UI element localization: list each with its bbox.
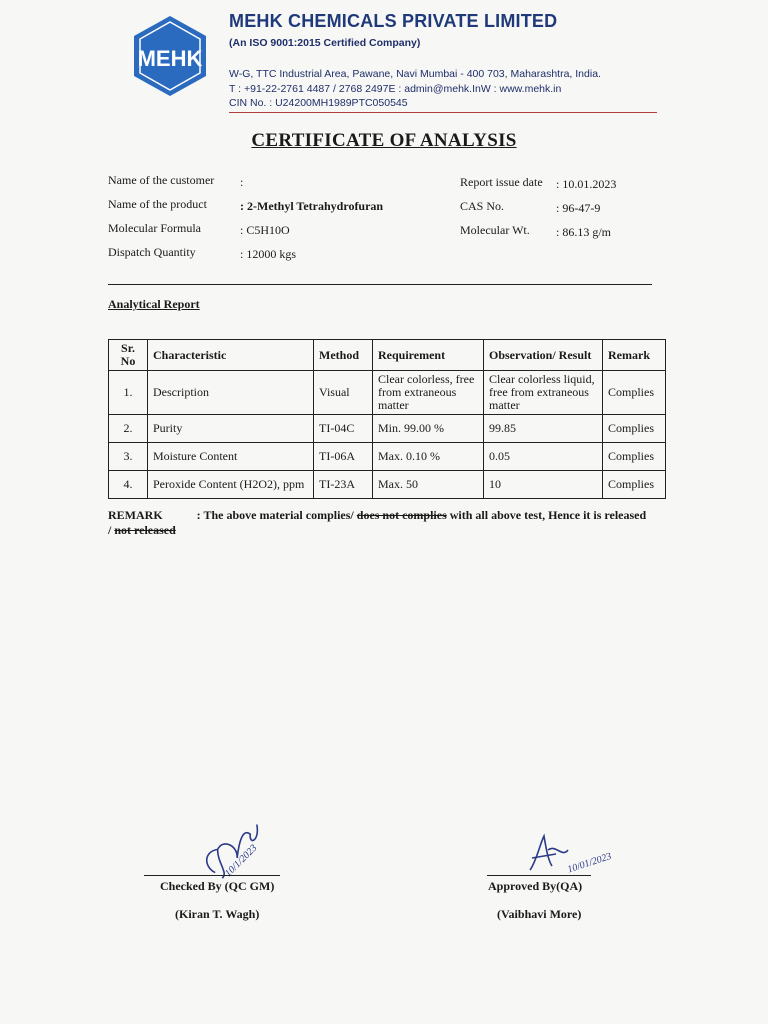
- cell-observation: 99.85: [484, 415, 603, 443]
- section-title: Analytical Report: [108, 297, 200, 311]
- right-signature-line: [487, 875, 591, 876]
- company-address: W-G, TTC Industrial Area, Pawane, Navi Mumbai - 400 703, Maharashtra, India.: [229, 68, 601, 80]
- header-requirement: Requirement: [373, 340, 484, 371]
- remark-block: [108, 508, 668, 538]
- document-title-row: [0, 130, 768, 152]
- cell-requirement: Min. 99.00 %: [373, 415, 484, 443]
- cell-sr-no: 1.: [109, 371, 148, 415]
- cell-requirement: Max. 50: [373, 471, 484, 499]
- remark-text-b: with all above test, Hence it is released: [446, 508, 647, 522]
- cas-value: : 96-47-9: [556, 201, 601, 215]
- approved-by-title: Approved By(QA): [488, 879, 583, 893]
- left-signature-image: [190, 810, 290, 882]
- company-contact: T : +91-22-2761 4487 / 2768 2497E : admin@mehk.InW : www.mehk.in: [229, 83, 562, 95]
- cell-characteristic: Moisture Content: [148, 443, 314, 471]
- approved-by-name: (Vaibhavi More): [497, 907, 582, 921]
- table-row: [109, 415, 666, 443]
- dispatch-label: Dispatch Quantity: [108, 245, 196, 259]
- product-value: : 2-Methyl Tetrahydrofuran: [240, 199, 384, 213]
- dispatch-value: : 12000 kgs: [240, 247, 297, 261]
- left-signature-date: 10/1/2023: [222, 842, 260, 880]
- cell-characteristic: Peroxide Content (H2O2), ppm: [148, 471, 314, 499]
- analysis-table: [108, 339, 666, 499]
- customer-label: Name of the customer: [108, 173, 215, 187]
- mw-label: Molecular Wt.: [460, 223, 530, 237]
- cell-requirement: Max. 0.10 %: [373, 443, 484, 471]
- cell-method: TI-06A: [314, 443, 373, 471]
- cell-sr-no: 4.: [109, 471, 148, 499]
- formula-label: Molecular Formula: [108, 221, 201, 235]
- remark-struck-a: does not complies: [356, 508, 447, 522]
- issue-date-label: Report issue date: [460, 175, 543, 189]
- cell-requirement: Clear colorless, free from extraneous matter: [373, 371, 484, 415]
- table-header-row: [109, 340, 666, 371]
- cell-observation: Clear colorless liquid, free from extraneous matter: [484, 371, 603, 415]
- customer-value: :: [240, 175, 244, 189]
- cas-label: CAS No.: [460, 199, 505, 213]
- cell-method: Visual: [314, 371, 373, 415]
- product-label: Name of the product: [108, 197, 207, 211]
- company-logo: [128, 14, 212, 98]
- cell-sr-no: 2.: [109, 415, 148, 443]
- issue-date-value: : 10.01.2023: [556, 177, 617, 191]
- company-name: MEHK CHEMICALS PRIVATE LIMITED: [229, 11, 558, 31]
- section-divider: [108, 284, 652, 285]
- cell-remark: Complies: [603, 371, 666, 415]
- cell-sr-no: 3.: [109, 443, 148, 471]
- right-signature-date: 10/01/2023: [566, 850, 613, 876]
- cell-observation: 10: [484, 471, 603, 499]
- checked-by-name: (Kiran T. Wagh): [175, 907, 260, 921]
- table-row: [109, 443, 666, 471]
- right-signature-image: [522, 822, 622, 882]
- header-method: Method: [314, 340, 373, 371]
- formula-value: : C5H10O: [240, 223, 290, 237]
- remark-text-c: /: [108, 523, 115, 537]
- header-observation: Observation/ Result: [484, 340, 603, 371]
- left-signature-line: [144, 875, 280, 876]
- remark-text-a: : The above material complies/: [196, 508, 357, 522]
- cell-characteristic: Description: [148, 371, 314, 415]
- table-row: [109, 471, 666, 499]
- iso-certification: (An ISO 9001:2015 Certified Company): [229, 37, 421, 49]
- header-characteristic: Characteristic: [148, 340, 314, 371]
- checked-by-title: Checked By (QC GM): [160, 879, 275, 893]
- company-cin: CIN No. : U24200MH1989PTC050545: [229, 97, 408, 109]
- logo-text: MEHK: [137, 46, 203, 71]
- table-row: [109, 371, 666, 415]
- cell-remark: Complies: [603, 415, 666, 443]
- mw-value: : 86.13 g/m: [556, 225, 612, 239]
- cell-characteristic: Purity: [148, 415, 314, 443]
- header-sr-no: Sr. No: [109, 340, 148, 371]
- cell-method: TI-23A: [314, 471, 373, 499]
- document-title: CERTIFICATE OF ANALYSIS: [251, 130, 517, 151]
- remark-label: REMARK: [108, 508, 163, 522]
- header-remark: Remark: [603, 340, 666, 371]
- cell-observation: 0.05: [484, 443, 603, 471]
- cell-remark: Complies: [603, 443, 666, 471]
- remark-struck-b: not released: [114, 523, 176, 537]
- cell-remark: Complies: [603, 471, 666, 499]
- header-divider: [229, 112, 657, 113]
- cell-method: TI-04C: [314, 415, 373, 443]
